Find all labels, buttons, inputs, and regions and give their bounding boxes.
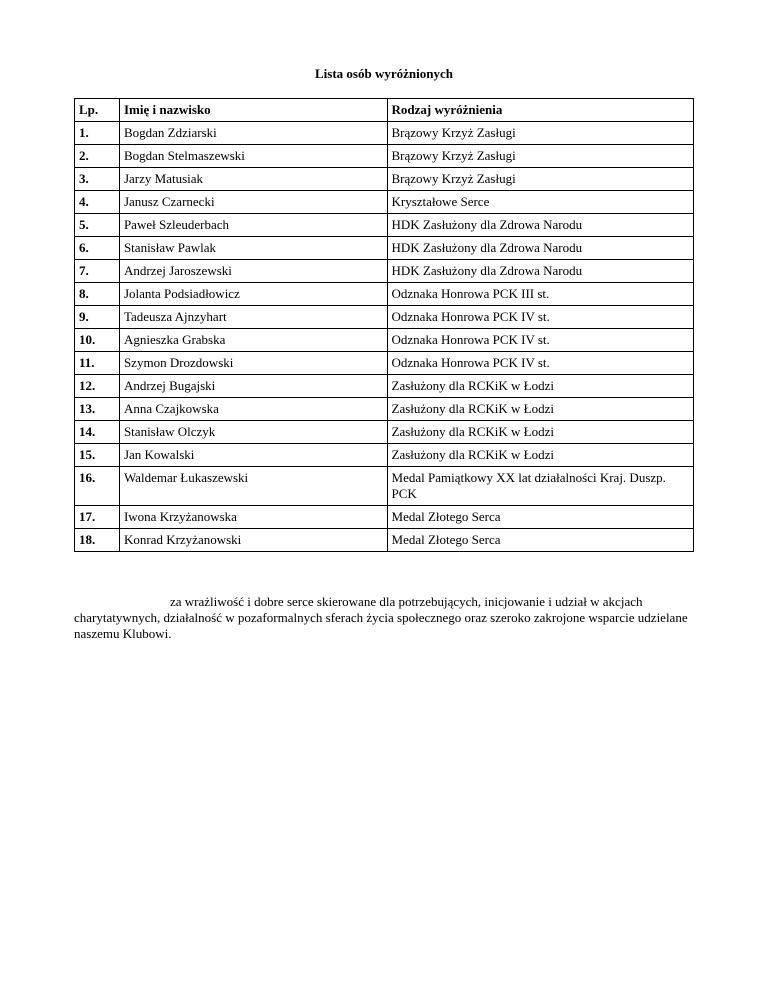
table-row: [75, 421, 694, 444]
row-lp: 6.: [75, 237, 120, 260]
row-name: Paweł Szleuderbach: [119, 214, 387, 237]
row-award: Odznaka Honrowa PCK IV st.: [387, 352, 693, 375]
row-award: HDK Zasłużony dla Zdrowa Narodu: [387, 260, 693, 283]
row-name: Anna Czajkowska: [119, 398, 387, 421]
row-lp: 9.: [75, 306, 120, 329]
row-award: Brązowy Krzyż Zasługi: [387, 168, 693, 191]
row-award: Odznaka Honrowa PCK III st.: [387, 283, 693, 306]
table-header-row: [75, 99, 694, 122]
row-award: Zasłużony dla RCKiK w Łodzi: [387, 444, 693, 467]
row-name: Andrzej Jaroszewski: [119, 260, 387, 283]
row-name: Jarzy Matusiak: [119, 168, 387, 191]
row-lp: 4.: [75, 191, 120, 214]
table-row: [75, 214, 694, 237]
row-lp: 7.: [75, 260, 120, 283]
row-lp: 17.: [75, 506, 120, 529]
row-name: Bogdan Zdziarski: [119, 122, 387, 145]
row-award: Odznaka Honrowa PCK IV st.: [387, 306, 693, 329]
row-lp: 1.: [75, 122, 120, 145]
row-name: Agnieszka Grabska: [119, 329, 387, 352]
row-award: Brązowy Krzyż Zasługi: [387, 122, 693, 145]
row-name: Tadeusza Ajnzyhart: [119, 306, 387, 329]
row-award: Kryształowe Serce: [387, 191, 693, 214]
row-lp: 12.: [75, 375, 120, 398]
row-lp: 15.: [75, 444, 120, 467]
row-name: Konrad Krzyżanowski: [119, 529, 387, 552]
row-award: Medal Złotego Serca: [387, 529, 693, 552]
table-row: [75, 529, 694, 552]
awards-table: [74, 98, 694, 552]
table-row: [75, 145, 694, 168]
table-row: [75, 168, 694, 191]
row-name: Stanisław Olczyk: [119, 421, 387, 444]
header-name: Imię i nazwisko: [119, 99, 387, 122]
closing-note: za wrażliwość i dobre serce skierowane dla potrzebujących, inicjowanie i udział w akcjach charytatywnych, działalność w pozaformalnych sferach życia społecznego oraz szeroko zakrojone wsparcie udzielane naszemu Klubowi.: [74, 594, 688, 641]
row-lp: 14.: [75, 421, 120, 444]
table-row: [75, 329, 694, 352]
row-name: Szymon Drozdowski: [119, 352, 387, 375]
row-name: Bogdan Stelmaszewski: [119, 145, 387, 168]
row-lp: 16.: [75, 467, 120, 506]
row-name: Jolanta Podsiadłowicz: [119, 283, 387, 306]
table-row: [75, 506, 694, 529]
row-lp: 13.: [75, 398, 120, 421]
table-row: [75, 122, 694, 145]
table-row: [75, 283, 694, 306]
row-award: HDK Zasłużony dla Zdrowa Narodu: [387, 237, 693, 260]
table-row: [75, 237, 694, 260]
page-title: Lista osób wyróżnionych: [315, 66, 453, 81]
row-award: Brązowy Krzyż Zasługi: [387, 145, 693, 168]
table-row: [75, 375, 694, 398]
row-award: Zasłużony dla RCKiK w Łodzi: [387, 398, 693, 421]
row-lp: 3.: [75, 168, 120, 191]
row-lp: 10.: [75, 329, 120, 352]
row-award: Medal Złotego Serca: [387, 506, 693, 529]
row-lp: 2.: [75, 145, 120, 168]
row-award: Odznaka Honrowa PCK IV st.: [387, 329, 693, 352]
table-row: [75, 191, 694, 214]
table-row: [75, 444, 694, 467]
row-name: Waldemar Łukaszewski: [119, 467, 387, 506]
header-lp: Lp.: [75, 99, 120, 122]
row-name: Stanisław Pawlak: [119, 237, 387, 260]
row-name: Andrzej Bugajski: [119, 375, 387, 398]
row-lp: 5.: [75, 214, 120, 237]
table-row: [75, 398, 694, 421]
row-award: Zasłużony dla RCKiK w Łodzi: [387, 421, 693, 444]
row-name: Iwona Krzyżanowska: [119, 506, 387, 529]
row-lp: 8.: [75, 283, 120, 306]
table-row: [75, 352, 694, 375]
row-award: Zasłużony dla RCKiK w Łodzi: [387, 375, 693, 398]
row-name: Jan Kowalski: [119, 444, 387, 467]
row-lp: 18.: [75, 529, 120, 552]
row-name: Janusz Czarnecki: [119, 191, 387, 214]
row-award: HDK Zasłużony dla Zdrowa Narodu: [387, 214, 693, 237]
table-row: [75, 260, 694, 283]
table-row: [75, 306, 694, 329]
row-award: Medal Pamiątkowy XX lat działalności Kraj. Duszp. PCK: [387, 467, 693, 506]
row-lp: 11.: [75, 352, 120, 375]
table-row: [75, 467, 694, 506]
header-award: Rodzaj wyróżnienia: [387, 99, 693, 122]
